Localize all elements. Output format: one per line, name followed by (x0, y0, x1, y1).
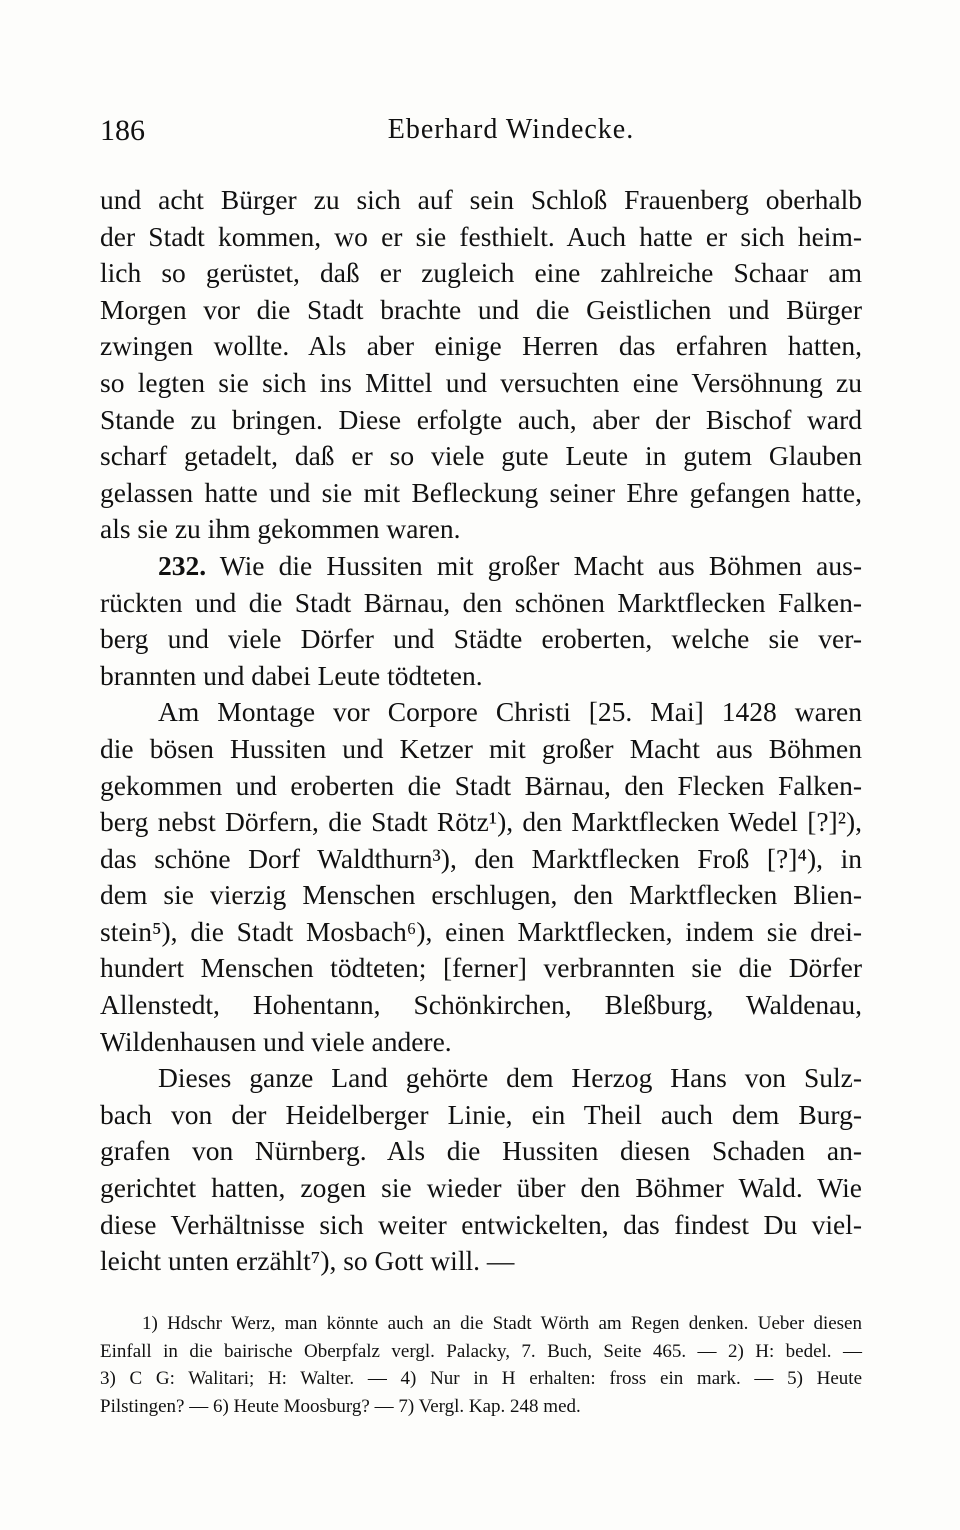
running-head: Eberhard Windecke. (387, 114, 635, 145)
section-heading-line: berg und viele Dörfer und Städte eroberten, welche sie ver- (100, 623, 862, 655)
text-line: diese Verhältnisse sich weiter entwickelten, das findest Du viel- (100, 1208, 862, 1240)
text-line: dem sie vierzig Menschen erschlugen, den Marktflecken Blien- (100, 879, 862, 911)
footnote-line: 1) Hdschr Werz, man könnte auch an die Stadt Wörth am Regen denken. Ueber diesen (142, 1313, 862, 1334)
footnote-line: Einfall in die bairische Oberpfalz vergl. Palacky, 7. Buch, Seite 465. — 2) H: bedel. — (100, 1340, 862, 1362)
text-line: gekommen und eroberten die Stadt Bärnau, den Flecken Falken- (100, 769, 862, 801)
text-line: grafen von Nürnberg. Als die Hussiten diesen Schaden an- (100, 1135, 862, 1167)
text-line: der Stadt kommen, wo er sie festhielt. Auch hatte er sich heim- (100, 220, 862, 252)
text-line: und acht Bürger zu sich auf sein Schloß Frauenberg oberhalb (100, 184, 862, 215)
section-number: 232. (158, 549, 207, 581)
text-line: die bösen Hussiten und Ketzer mit großer Macht aus Böhmen (100, 732, 862, 764)
text-line: bach von der Heidelberger Linie, ein Theil auch dem Burg- (100, 1098, 862, 1130)
section-heading-line (100, 548, 862, 585)
footnote-line: 3) C G: Walitari; H: Walter. — 4) Nur in H erhalten: fross ein mark. — 5) Heute (100, 1368, 862, 1389)
text-line: gelassen hatte und sie mit Befleckung seiner Ehre gefangen hatte, (100, 476, 862, 508)
text-line: zwingen wollte. Als aber einige Herren das erfahren hatten, (100, 330, 862, 362)
text-line: Stande zu bringen. Diese erfolgte auch, aber der Bischof ward (100, 403, 862, 435)
footnote-line: Pilstingen? — 6) Heute Moosburg? — 7) Vergl. Kap. 248 med. (100, 1395, 581, 1417)
text-line: lich so gerüstet, daß er zugleich eine zahlreiche Schaar am (100, 257, 862, 289)
section-heading-line: rückten und die Stadt Bärnau, den schönen Marktflecken Falken- (100, 586, 862, 618)
text-line: Am Montage vor Corpore Christi [25. Mai] 1428 waren (158, 696, 862, 728)
text-line: berg nebst Dörfern, die Stadt Rötz¹), den Marktflecken Wedel [?]²), (100, 806, 862, 838)
page-number: 186 (100, 114, 145, 147)
footnotes (100, 1310, 862, 1420)
text-line: als sie zu ihm gekommen waren. (100, 513, 461, 545)
page-header (100, 110, 862, 158)
text-line: das schöne Dorf Waldthurn³), den Marktflecken Froß [?]⁴), in (100, 842, 862, 874)
text-line: Allenstedt, Hohentann, Schönkirchen, Bleßburg, Waldenau, (100, 989, 862, 1021)
text-line: gerichtet hatten, zogen sie wieder über den Böhmer Wald. Wie (100, 1172, 862, 1204)
text-line: scharf getadelt, daß er so viele gute Leute in gutem Glauben (100, 440, 862, 472)
section-heading-line: brannten und dabei Leute tödteten. (100, 659, 483, 691)
section-heading-text: Wie die Hussiten mit großer Macht aus Böhmen aus- (219, 549, 862, 581)
text-line: stein⁵), die Stadt Mosbach⁶), einen Marktflecken, indem sie drei- (100, 915, 862, 947)
text-line: so legten sie sich ins Mittel und versuchten eine Versöhnung zu (100, 366, 862, 398)
text-line: hundert Menschen tödteten; [ferner] verbrannten sie die Dörfer (100, 952, 862, 984)
text-line: Wildenhausen und viele andere. (100, 1025, 452, 1057)
text-line: Morgen vor die Stadt brachte und die Geistlichen und Bürger (100, 293, 862, 325)
text-line: leicht unten erzählt⁷), so Gott will. — (100, 1245, 515, 1277)
body-text (100, 182, 862, 1280)
text-line: Dieses ganze Land gehörte dem Herzog Hans von Sulz- (158, 1062, 862, 1094)
